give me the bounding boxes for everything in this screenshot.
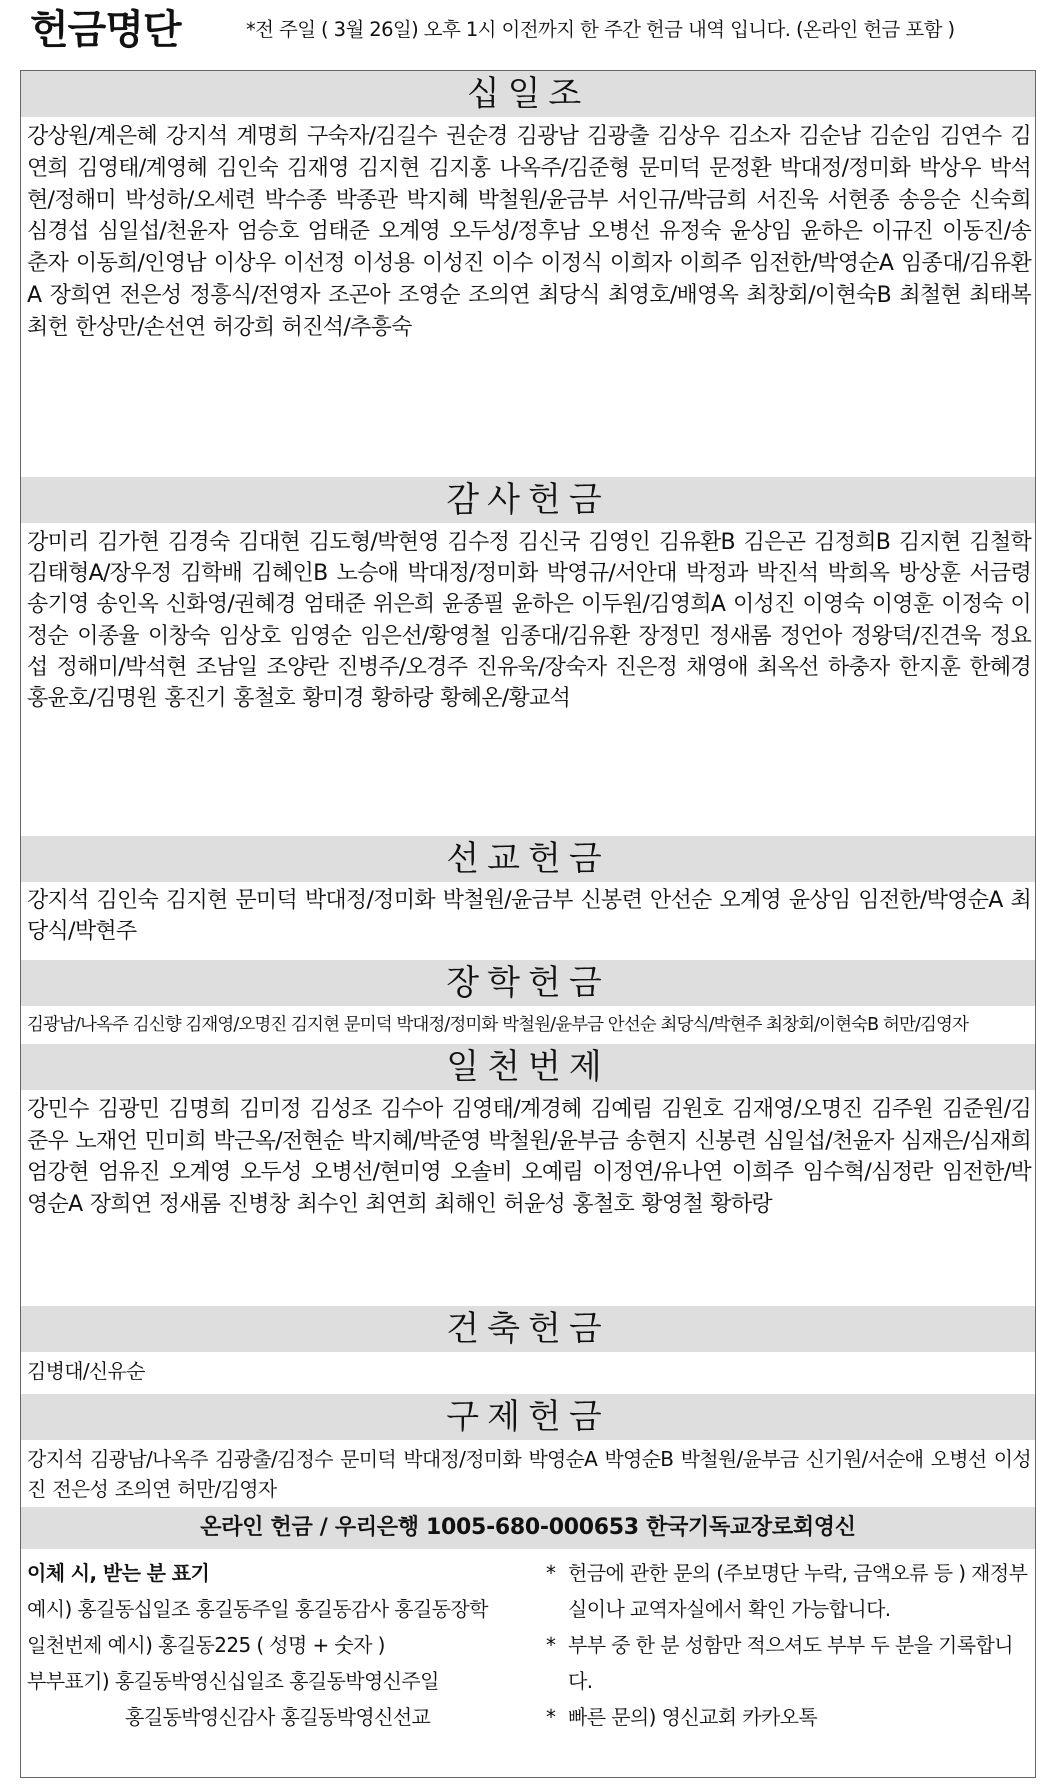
section-heading-mission: 선교헌금 bbox=[21, 836, 1035, 882]
section-heading-relief: 구제헌금 bbox=[21, 1394, 1035, 1440]
note-inquiry-text: 헌금에 관한 문의 (주보명단 누락, 금액오류 등 ) 재정부실이나 교역자실에서 확인 가능합니다. bbox=[568, 1561, 1028, 1621]
offering-notes bbox=[546, 1555, 1032, 1735]
period-notice: *전 주일 ( 3월 26일) 오후 1시 이전까지 한 주간 헌금 내역 입니다. (온라인 헌금 포함 ) bbox=[246, 18, 955, 41]
note-quick-inquiry bbox=[546, 1699, 1032, 1735]
asterisk-icon: * bbox=[546, 1705, 556, 1729]
section-names-building: 김병대/신유순 bbox=[27, 1359, 145, 1383]
page-header bbox=[0, 0, 1058, 66]
note-inquiry bbox=[546, 1555, 1032, 1627]
transfer-example-4: 홍길동박영신감사 홍길동박영신선교 bbox=[125, 1705, 431, 1729]
section-heading-tithe: 십일조 bbox=[21, 71, 1035, 117]
note-couple-text: 부부 중 한 분 성함만 적으셔도 부부 두 분을 기록합니다. bbox=[568, 1633, 1013, 1693]
asterisk-icon: * bbox=[546, 1633, 556, 1657]
section-heading-thanksgiving: 감사헌금 bbox=[21, 477, 1035, 523]
section-names-thanksgiving: 강미리 김가현 김경숙 김대현 김도형/박현영 김수정 김신국 김영인 김유환B 김은곤 김정희B 김지현 김철학 김태형A/장우정 김학배 김혜인B 노승애 박대정/정미화 박영규/서안대 박정과 박진석 박희옥 방상훈 서금령 송기영 송인옥 신화영/권혜경 엄태준 위은희 윤종필 윤하은 이두원/김영희A 이성진 이영숙 이영훈 이정숙 이정순 이종율 이창숙 임상호 임영순 임은선/황영철 임종대/김유환 장정민 정새롬 정언아 정왕덕/진견욱 정요섭 정해미/박석현 조남일 조양란 진병주/오경주 진유욱/장숙자 진은정 채영애 최옥선 하충자 한지훈 한혜경 홍윤호/김명원 홍진기 홍철호 황미경 황하랑 황혜온/황교석 bbox=[27, 530, 1032, 712]
transfer-example-3: 부부표기) 홍길동박영신십일조 홍길동박영신주일 bbox=[27, 1669, 439, 1693]
transfer-example-2: 일천번제 예시) 홍길동225 ( 성명 + 숫자 ) bbox=[27, 1633, 385, 1657]
note-couple bbox=[546, 1627, 1032, 1699]
online-offering-account-bar: 온라인 헌금 / 우리은행 1005-680-000653 한국기독교장로회영신 bbox=[21, 1507, 1035, 1549]
transfer-instructions bbox=[27, 1555, 537, 1735]
transfer-instructions-title: 이체 시, 받는 분 표기 bbox=[27, 1561, 210, 1585]
section-names-tithe: 강상원/계은혜 강지석 계명희 구숙자/김길수 권순경 김광남 김광출 김상우 김소자 김순남 김순임 김연수 김연희 김영태/계영혜 김인숙 김재영 김지현 김지홍 나옥주/김준형 문미덕 문정환 박대정/정미화 박상우 박석현/정해미 박성하/오세련 박수종 박종관 박지혜 박철원/윤금부 서인규/박금희 서진욱 서현종 송응순 신숙희 심경섭 심일섭/천윤자 엄승호 엄태준 오계영 오두성/정후남 오병선 유정숙 윤상임 윤하은 이규진 이동진/송춘자 이동희/인영남 이상우 이선정 이성용 이성진 이수 이정식 이희자 이희주 임전한/박영순A 임종대/김유환A 장희연 전은성 정흥식/전영자 조곤아 조영순 조의연 최당식 최영호/배영옥 최창회/이현숙B 최철현 최태복 최헌 한상만/손선연 허강희 허진석/추흥숙 bbox=[27, 124, 1031, 340]
section-heading-thousand-offering: 일천번제 bbox=[21, 1044, 1035, 1090]
section-heading-scholarship: 장학헌금 bbox=[21, 960, 1035, 1006]
asterisk-icon: * bbox=[546, 1561, 556, 1585]
note-quick-inquiry-text: 빠른 문의) 영신교회 카카오톡 bbox=[568, 1705, 818, 1729]
page-title: 헌금명단 bbox=[30, 7, 181, 53]
section-names-relief: 강지석 김광남/나옥주 김광출/김정수 문미덕 박대정/정미화 박영순A 박영순B 박철원/윤부금 신기원/서순애 오병선 이성진 전은성 조의연 허만/김영자 bbox=[27, 1447, 1031, 1501]
section-heading-building: 건축헌금 bbox=[21, 1306, 1035, 1352]
section-names-thousand-offering: 강민수 김광민 김명희 김미정 김성조 김수아 김영태/계경혜 김예림 김원호 김재영/오명진 김주원 김준원/김준우 노재언 민미희 박근옥/전현순 박지혜/박준영 박철원/윤부금 송현지 신봉련 심일섭/천윤자 심재은/심재희 엄강현 엄유진 오계영 오두성 오병선/현미영 오솔비 오예림 이정연/유나연 이희주 임수혁/심정란 임전한/박영순A 장희연 정새롬 진병창 최수인 최연희 최해인 허윤성 홍철호 황영철 황하랑 bbox=[27, 1097, 1031, 1217]
section-names-mission: 강지석 김인숙 김지현 문미덕 박대정/정미화 박철원/윤금부 신봉련 안선순 오계영 윤상임 임전한/박영순A 최당식/박현주 bbox=[27, 888, 1031, 944]
transfer-example-1: 예시) 홍길동십일조 홍길동주일 홍길동감사 홍길동장학 bbox=[27, 1597, 488, 1621]
section-names-scholarship: 김광남/나옥주 김신향 김재영/오명진 김지현 문미덕 박대정/정미화 박철원/윤부금 안선순 최당식/박현주 최창회/이현숙B 허만/김영자 bbox=[27, 1015, 968, 1035]
